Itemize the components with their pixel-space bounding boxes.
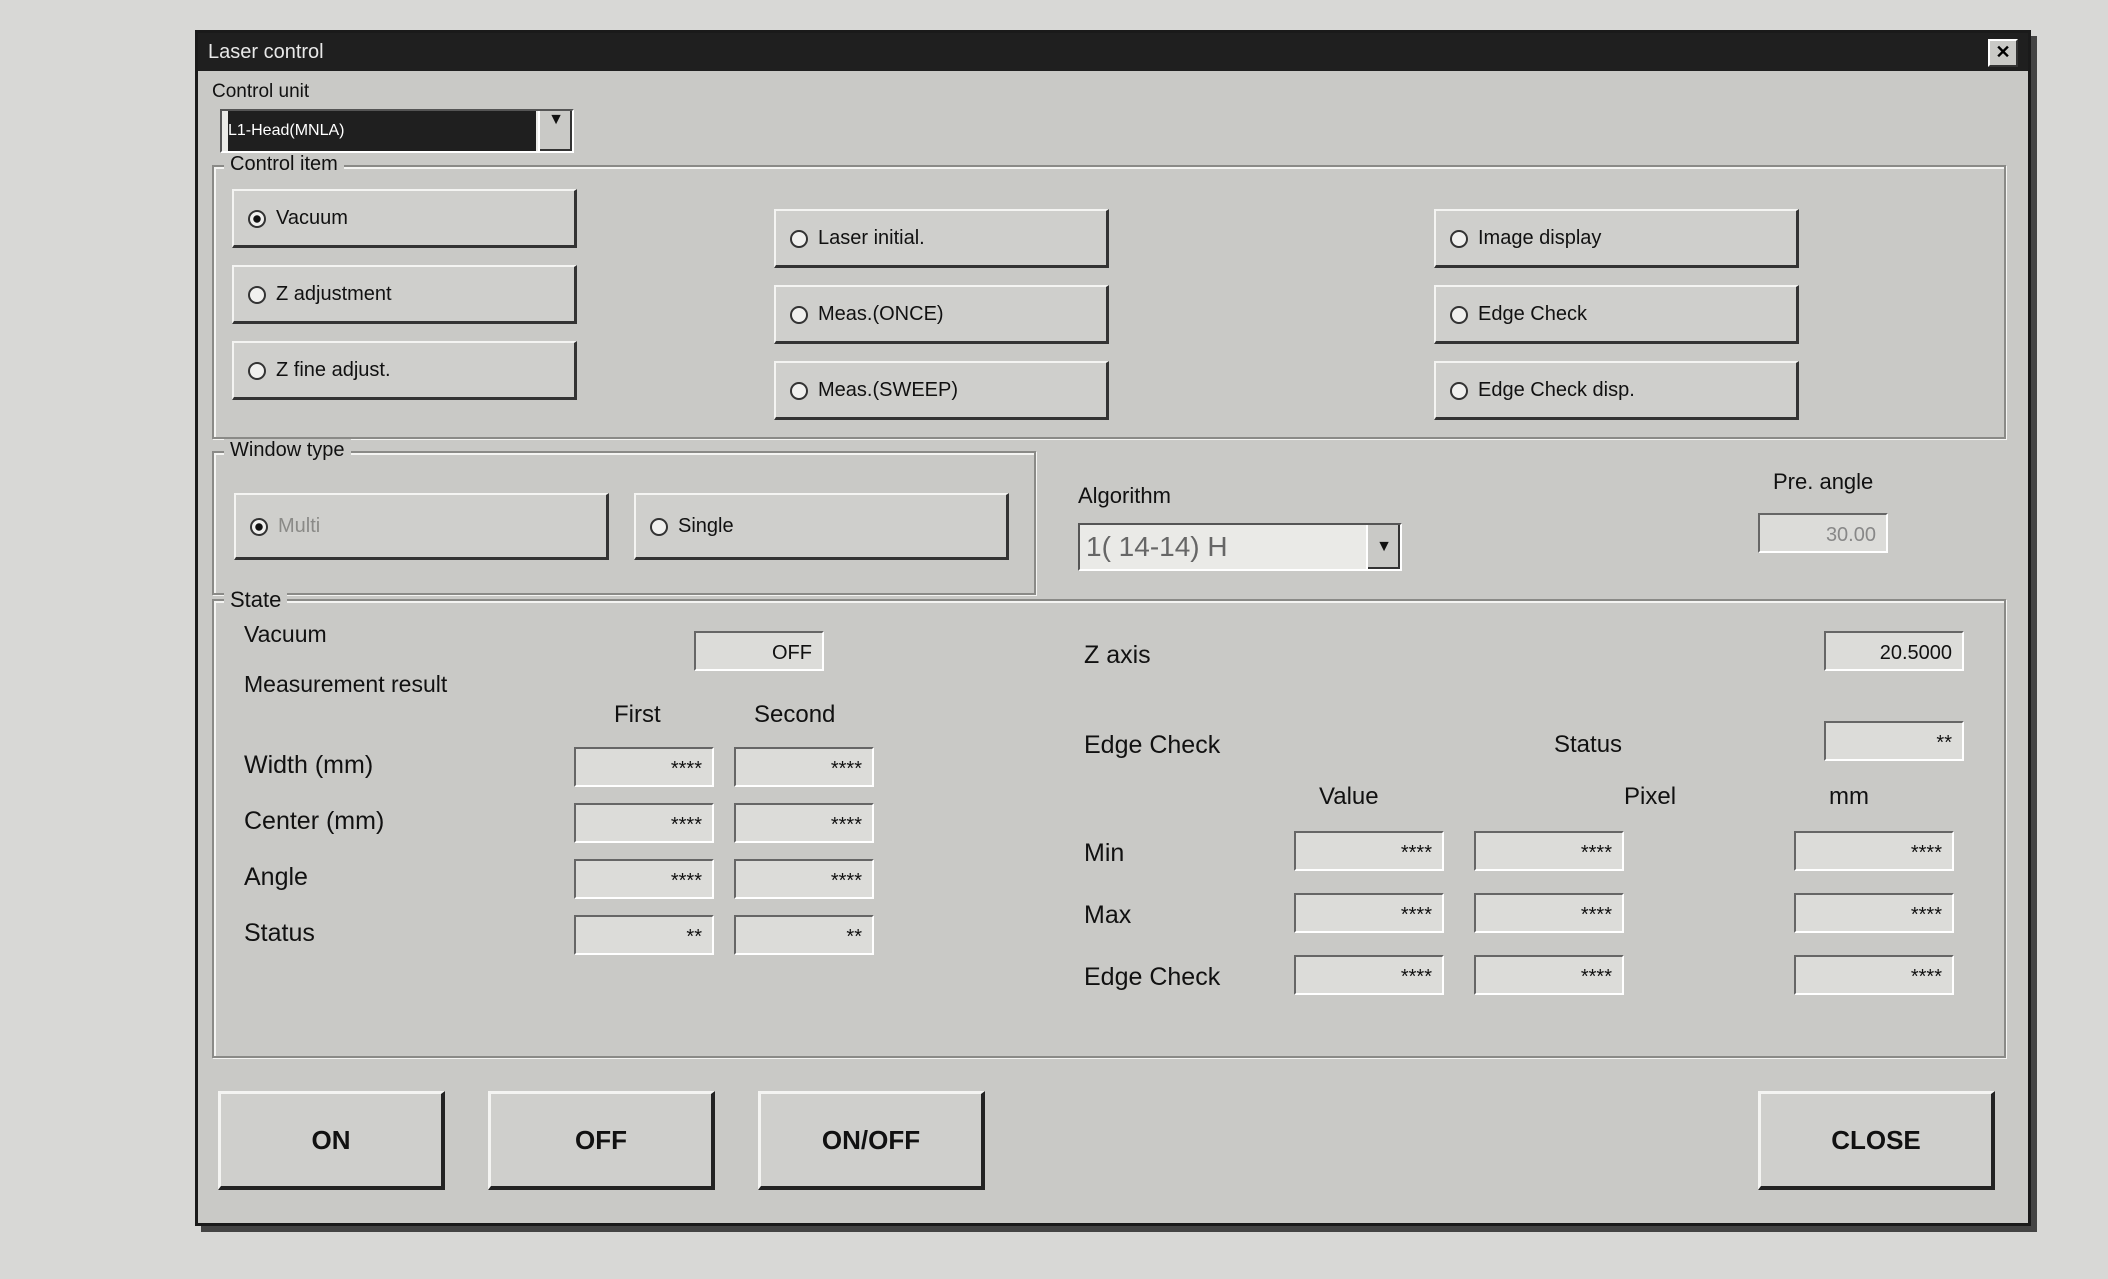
radio-edge-check[interactable] — [1434, 285, 1799, 344]
radio-label: Z adjustment — [276, 283, 392, 305]
z-axis-field: 20.5000 — [1824, 631, 1964, 671]
radio-edge-check-disp[interactable] — [1434, 361, 1799, 420]
radio-label: Edge Check disp. — [1478, 379, 1635, 401]
algorithm-label: Algorithm — [1078, 483, 1171, 508]
status-second-field: ** — [734, 915, 874, 955]
on-button[interactable]: ON — [218, 1091, 445, 1190]
chevron-down-icon[interactable]: ▼ — [538, 111, 572, 151]
on-off-button[interactable]: ON/OFF — [758, 1091, 985, 1190]
close-button[interactable]: CLOSE — [1758, 1091, 1995, 1190]
radio-icon — [248, 286, 266, 304]
edge-check-row-label: Edge Check — [1084, 963, 1221, 991]
pre-angle-field[interactable]: 30.00 — [1758, 513, 1888, 553]
center-second-field: **** — [734, 803, 874, 843]
algorithm-value: 1( 14-14) H — [1086, 531, 1228, 562]
laser-control-dialog — [195, 30, 2031, 1226]
radio-icon — [650, 518, 668, 536]
chevron-down-icon[interactable]: ▼ — [1366, 525, 1400, 569]
radio-label: Z fine adjust. — [276, 359, 391, 381]
title-bar — [198, 33, 2028, 71]
radio-image-display[interactable] — [1434, 209, 1799, 268]
radio-multi[interactable] — [234, 493, 609, 560]
measurement-result-label: Measurement result — [244, 671, 448, 697]
window-type-group — [212, 439, 1036, 595]
vacuum-label: Vacuum — [244, 621, 327, 647]
max-pixel-field: **** — [1474, 893, 1624, 933]
radio-z-adjustment[interactable] — [232, 265, 577, 324]
min-label: Min — [1084, 839, 1125, 867]
window-type-label: Window type — [224, 439, 351, 462]
z-axis-label: Z axis — [1084, 641, 1151, 669]
radio-label: Laser initial. — [818, 227, 925, 249]
window-title: Laser control — [208, 41, 324, 63]
edge-check-mm-field: **** — [1794, 955, 1954, 995]
col-mm-header: mm — [1829, 783, 1869, 810]
angle-second-field: **** — [734, 859, 874, 899]
width-second-field: **** — [734, 747, 874, 787]
pre-angle-label: Pre. angle — [1773, 469, 1874, 494]
max-value-field: **** — [1294, 893, 1444, 933]
status-label: Status — [244, 919, 315, 947]
center-first-field: **** — [574, 803, 714, 843]
col-second-header: Second — [754, 701, 836, 728]
radio-label: Vacuum — [276, 207, 348, 229]
col-pixel-header: Pixel — [1624, 783, 1677, 810]
angle-label: Angle — [244, 863, 308, 891]
radio-vacuum[interactable] — [232, 189, 577, 248]
radio-icon — [790, 382, 808, 400]
radio-selected-icon — [250, 518, 268, 536]
radio-label: Image display — [1478, 227, 1602, 249]
radio-icon — [790, 306, 808, 324]
radio-icon — [1450, 230, 1468, 248]
radio-meas-sweep[interactable] — [774, 361, 1109, 420]
min-pixel-field: **** — [1474, 831, 1624, 871]
algorithm-select[interactable] — [1078, 523, 1402, 571]
status-first-field: ** — [574, 915, 714, 955]
angle-first-field: **** — [574, 859, 714, 899]
edge-check-label: Edge Check — [1084, 731, 1221, 759]
radio-label: Meas.(ONCE) — [818, 303, 944, 325]
radio-icon — [790, 230, 808, 248]
col-value-header: Value — [1319, 783, 1379, 810]
off-button[interactable]: OFF — [488, 1091, 715, 1190]
radio-selected-icon — [248, 210, 266, 228]
vacuum-status-field: OFF — [694, 631, 824, 671]
control-item-label: Control item — [224, 153, 344, 176]
edge-status-header: Status — [1554, 731, 1623, 758]
state-label: State — [224, 587, 287, 613]
control-unit-value: L1-Head(MNLA) — [228, 111, 536, 151]
min-mm-field: **** — [1794, 831, 1954, 871]
control-unit-label: Control unit — [212, 81, 310, 102]
edge-check-pixel-field: **** — [1474, 955, 1624, 995]
radio-meas-once[interactable] — [774, 285, 1109, 344]
radio-z-fine-adjust[interactable] — [232, 341, 577, 400]
width-label: Width (mm) — [244, 751, 374, 779]
edge-check-value-field: **** — [1294, 955, 1444, 995]
radio-icon — [1450, 306, 1468, 324]
radio-single[interactable] — [634, 493, 1009, 560]
radio-label: Single — [678, 515, 734, 537]
edge-status-field: ** — [1824, 721, 1964, 761]
max-label: Max — [1084, 901, 1132, 929]
max-mm-field: **** — [1794, 893, 1954, 933]
center-label: Center (mm) — [244, 807, 385, 835]
min-value-field: **** — [1294, 831, 1444, 871]
col-first-header: First — [614, 701, 661, 728]
radio-label: Meas.(SWEEP) — [818, 379, 959, 401]
radio-icon — [248, 362, 266, 380]
radio-icon — [1450, 382, 1468, 400]
radio-label: Multi — [278, 515, 321, 537]
width-first-field: **** — [574, 747, 714, 787]
radio-label: Edge Check — [1478, 303, 1587, 325]
radio-laser-initial[interactable] — [774, 209, 1109, 268]
control-item-group — [212, 153, 2006, 439]
control-unit-select[interactable] — [220, 109, 574, 153]
state-group — [212, 587, 2006, 1058]
close-icon[interactable]: ✕ — [1988, 39, 2018, 67]
